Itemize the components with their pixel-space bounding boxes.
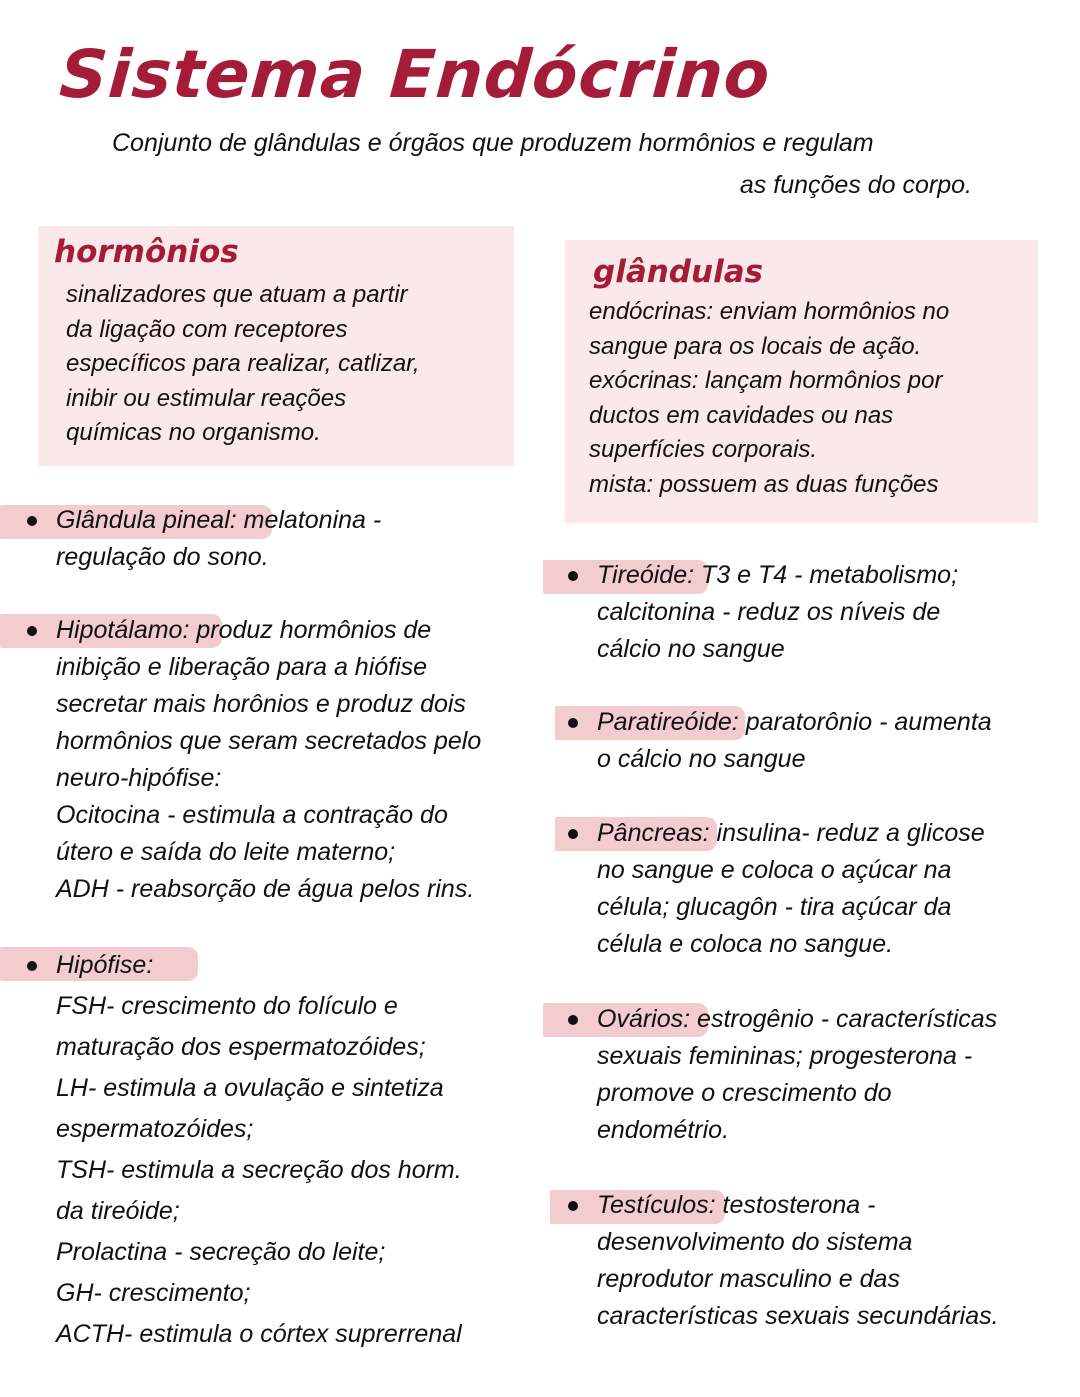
text-line: espermatozóides; [56,1115,254,1143]
gland-label: Glândula pineal: [56,506,237,534]
gland-label: Paratireóide: [597,708,739,736]
bullet-icon [568,571,578,581]
text-line: Prolactina - secreção do leite; [56,1238,386,1266]
text-line: sangue para os locais de ação. [589,332,922,360]
page-subtitle [112,122,972,206]
text-line: calcitonina - reduz os níveis de [597,598,941,626]
gland-item-ovarios [597,1001,997,1149]
text-line: o cálcio no sangue [597,745,806,773]
gland-label: Tireóide: [597,561,695,589]
text-line: cálcio no sangue [597,635,785,663]
gland-item-hipofise [56,945,462,1355]
text-line: sexuais femininas; progesterona - [597,1042,973,1070]
text-line: desenvolvimento do sistema [597,1228,913,1256]
gland-item-testiculos [597,1187,999,1335]
text-line: ductos em cavidades ou nas [589,401,894,429]
text-line: reprodutor masculino e das [597,1265,900,1293]
gland-description: testosterona - [715,1191,876,1219]
text-line: características sexuais secundárias. [597,1302,999,1330]
gland-item-pineal [56,502,381,576]
text-line: FSH- crescimento do folículo e [56,992,398,1020]
gland-item-tireoide [597,557,958,668]
gland-description: melatonina - [236,506,382,534]
gland-item-paratireoide [597,704,992,778]
text-line: endométrio. [597,1116,730,1144]
text-line: inibição e liberação para a hiófise [56,653,428,681]
bullet-icon [568,829,578,839]
text-line: ACTH- estimula o córtex suprerrenal [56,1320,462,1348]
text-line: maturação dos espermatozóides; [56,1033,426,1061]
text-line: inibir ou estimular reações [66,384,347,412]
text-line: da ligação com receptores [66,315,348,343]
hormonios-heading: hormônios [54,234,239,270]
hormonios-text [66,278,516,451]
bullet-icon [568,718,578,728]
bullet-icon [27,516,37,526]
gland-label: Pâncreas: [597,819,710,847]
gland-label: Hipotálamo: [56,616,190,644]
text-line: célula; glucagôn - tira açúcar da [597,893,952,921]
glandulas-definition-box [565,240,1038,523]
text-line: hormônios que seram secretados pelo [56,727,482,755]
text-line: endócrinas: enviam hormônios no [589,298,950,325]
bullet-icon [27,626,37,636]
gland-item-pancreas [597,815,985,963]
subtitle-line: as funções do corpo. [739,171,972,199]
glandulas-heading: glândulas [593,254,764,290]
text-line: da tireóide; [56,1197,180,1225]
text-line: superfícies corporais. [589,436,818,463]
text-line: célula e coloca no sangue. [597,930,894,958]
text-line: GH- crescimento; [56,1279,251,1307]
bullet-icon [27,961,37,971]
gland-description: T3 e T4 - metabolismo; [694,561,959,589]
text-line: mista: possuem as duas funções [589,470,939,498]
text-line: neuro-hipófise: [56,764,222,792]
text-line: sinalizadores que atuam a partir [66,281,408,308]
gland-description: insulina- reduz a glicose [709,819,985,847]
bullet-icon [568,1201,578,1211]
text-line: químicas no organismo. [66,419,321,446]
text-line: secretar mais horônios e produz dois [56,690,466,718]
text-line: Ocitocina - estimula a contração do [56,801,448,829]
gland-label: Ovários: [597,1005,691,1033]
gland-label: Testículos: [597,1191,716,1219]
gland-item-hipotalamo [56,612,481,908]
text-line: promove o crescimento do [597,1079,892,1107]
gland-description: produz hormônios de [189,616,432,644]
bullet-icon [568,1015,578,1025]
text-line: ADH - reabsorção de água pelos rins. [56,875,475,903]
gland-description: paratorônio - aumenta [738,708,992,736]
subtitle-line: Conjunto de glândulas e órgãos que produzem hormônios e regulam [112,129,874,157]
text-line: específicos para realizar, catlizar, [66,350,420,377]
text-line: regulação do sono. [56,543,269,571]
text-line: no sangue e coloca o açúcar na [597,856,952,884]
page-title: Sistema Endócrino [57,36,774,113]
text-line: TSH- estimula a secreção dos horm. [56,1156,462,1184]
gland-label: Hipófise: [56,951,154,979]
hormonios-definition-box [38,226,514,466]
text-line: LH- estimula a ovulação e sintetiza [56,1074,444,1102]
glandulas-text [589,295,1034,502]
text-line: exócrinas: lançam hormônios por [589,367,943,394]
text-line: útero e saída do leite materno; [56,838,396,866]
gland-description: estrogênio - características [690,1005,998,1033]
